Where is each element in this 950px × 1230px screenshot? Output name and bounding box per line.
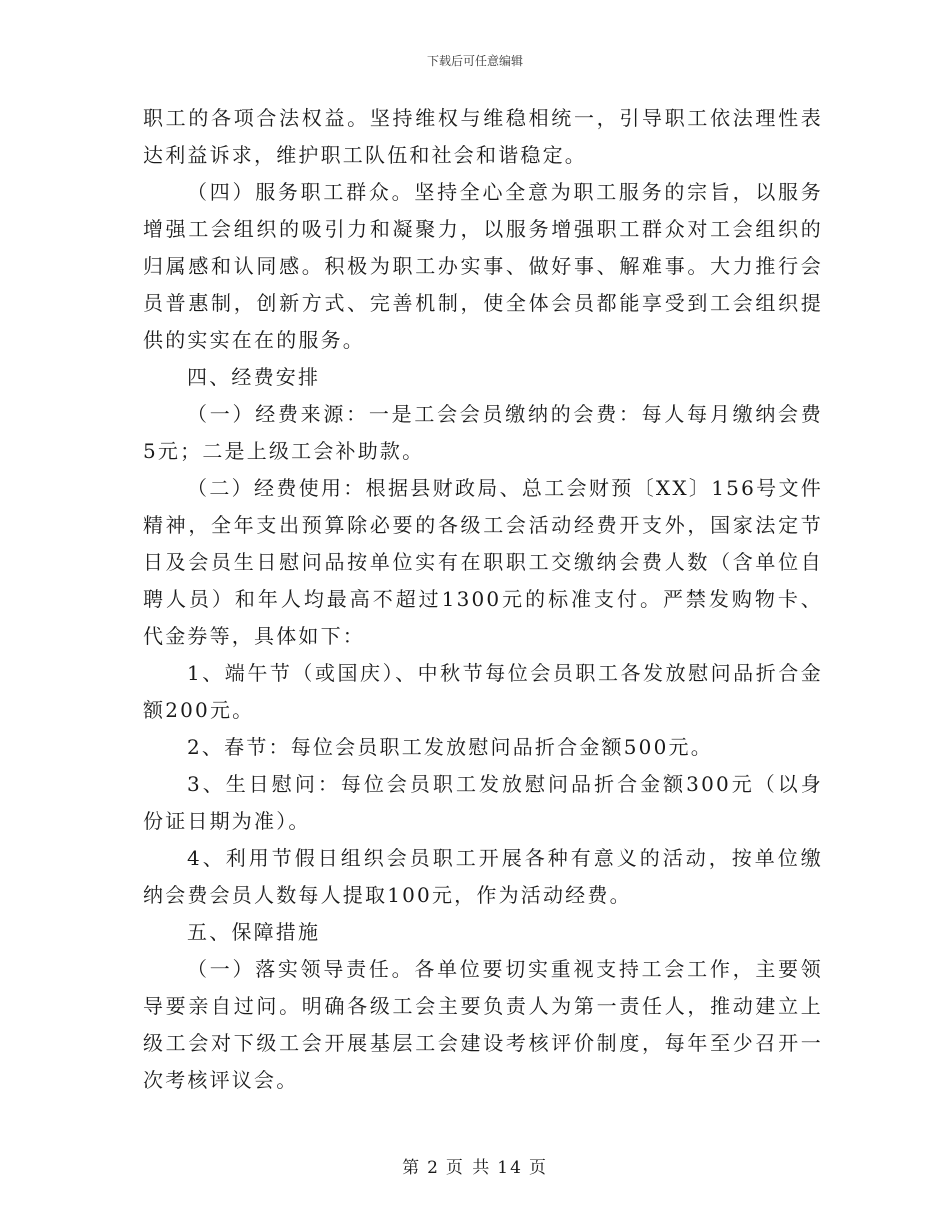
page-prefix: 第 [402,1158,422,1178]
section-heading: 五、保障措施 [187,920,321,944]
page-header: 下载后可任意编辑 [426,54,523,68]
page-number [0,1153,950,1178]
page-middle: 页 共 [445,1158,492,1178]
paragraph: 职工的各项合法权益。坚持维权与维稳相统一，引导职工依法理性表达利益诉求，维护职工队伍和社会和谐稳定。 [143,106,823,167]
section-heading: 四、经费安排 [187,365,321,389]
list-item: 4、利用节假日组织会员职工开展各种有意义的活动，按单位缴纳会费会员人数每人提取100元，作为活动经费。 [143,846,823,907]
paragraph: （二）经费使用：根据县财政局、总工会财预〔XX〕156号文件精神，全年支出预算除必要的各级工会活动经费开支外，国家法定节日及会员生日慰问品按单位实有在职职工交缴纳会费人数（含单位自聘人员）和年人均最高不超过1300元的标准支付。严禁发购物卡、代金券等，具体如下： [143,476,823,648]
current-page: 2 [427,1158,440,1178]
list-item: 1、端午节（或国庆）、中秋节每位会员职工各发放慰问品折合金额200元。 [143,661,823,722]
paragraph: （一）经费来源：一是工会会员缴纳的会费：每人每月缴纳会费5元；二是上级工会补助款。 [143,402,823,463]
list-item: 2、春节：每位会员职工发放慰问品折合金额500元。 [187,735,713,759]
paragraph: （四）服务职工群众。坚持全心全意为职工服务的宗旨，以服务增强工会组织的吸引力和凝聚力，以服务增强职工群众对工会组织的归属感和认同感。积极为职工办实事、做好事、解难事。大力推行会员普惠制，创新方式、完善机制，使全体会员都能享受到工会组织提供的实实在在的服务。 [143,180,823,352]
document-body [143,100,823,1099]
total-pages: 14 [497,1158,523,1178]
paragraph: （一）落实领导责任。各单位要切实重视支持工会工作，主要领导要亲自过问。明确各级工会主要负责人为第一责任人，推动建立上级工会对下级工会开展基层工会建设考核评价制度，每年至少召开一次考核评议会。 [143,957,823,1092]
page-suffix: 页 [528,1158,548,1178]
list-item: 3、生日慰问：每位会员职工发放慰问品折合金额300元（以身份证日期为准）。 [143,772,823,833]
